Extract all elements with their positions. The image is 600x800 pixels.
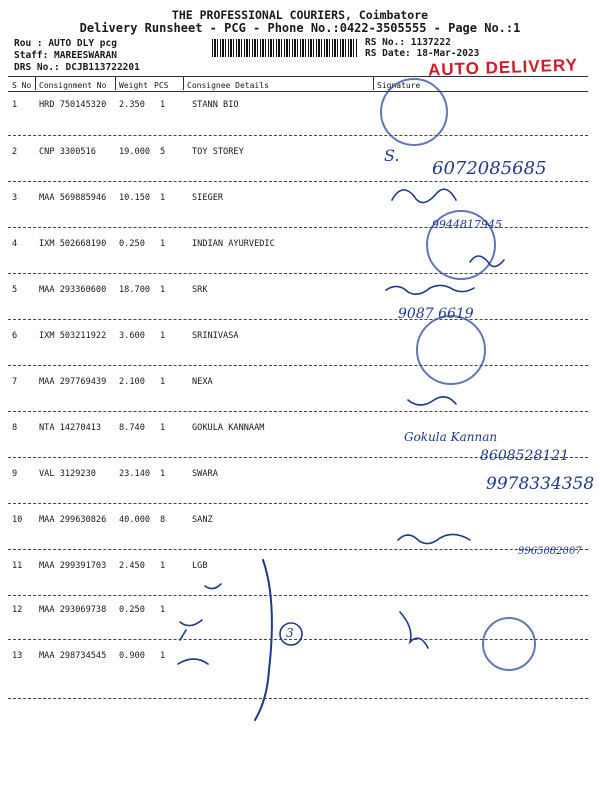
auto-delivery-stamp: AUTO DELIVERY	[427, 55, 579, 80]
row-pcs: 5	[160, 147, 166, 157]
row-consignee: TOY STOREY	[192, 147, 244, 157]
handwritten-phone: 8608528121	[480, 448, 570, 464]
row-weight: 19.000	[119, 147, 151, 157]
row-pcs: 1	[160, 377, 166, 387]
row-weight: 0.250	[119, 239, 145, 249]
document-subtitle: Delivery Runsheet - PCG - Phone No.:0422-3505555 - Page No.:1	[79, 21, 521, 35]
row-sno: 8	[12, 423, 18, 433]
row-sno: 11	[12, 561, 23, 571]
row-weight: 10.150	[119, 193, 151, 203]
signature-stroke	[398, 534, 470, 543]
row-weight: 40.000	[119, 515, 151, 525]
row-pcs: 8	[160, 515, 166, 525]
row-weight: 3.600	[119, 331, 145, 341]
row-pcs: 1	[160, 423, 166, 433]
staff-label: Staff: MAREESWARAN	[14, 50, 117, 61]
row-consignment: VAL 3129230	[39, 469, 96, 479]
row-pcs: 1	[160, 239, 166, 249]
row-sno: 6	[12, 331, 18, 341]
row-sno: 12	[12, 605, 23, 615]
col-pcs: PCS	[154, 81, 169, 90]
row-consignee: SWARA	[192, 469, 218, 479]
row-weight: 23.140	[119, 469, 151, 479]
row-weight: 0.900	[119, 651, 145, 661]
rs-number: RS No.: 1137222	[365, 37, 451, 48]
col-consignee: Consignee Details	[187, 81, 269, 90]
row-consignment: MAA 293069738	[39, 605, 107, 615]
row-consignment: NTA 14270413	[39, 423, 102, 433]
route-label: Rou : AUTO DLY pcg	[14, 38, 117, 49]
document-title: THE PROFESSIONAL COURIERS, Coimbatore	[171, 8, 429, 22]
signature-stroke	[470, 256, 504, 267]
drs-number: DRS No.: DCJB113722201	[14, 62, 140, 73]
signature-stroke	[386, 285, 474, 294]
row-consignment: MAA 298734545	[39, 651, 107, 661]
handwritten-phone: 6072085685	[432, 158, 547, 179]
signature-stroke	[180, 620, 202, 640]
row-pcs: 1	[160, 100, 166, 110]
row-consignment: IXM 502668190	[39, 239, 107, 249]
row-consignment: MAA 297769439	[39, 377, 107, 387]
handwritten-phone: 9965082007	[518, 546, 582, 557]
row-pcs: 1	[160, 193, 166, 203]
row-sno: 3	[12, 193, 18, 203]
signature-stroke	[255, 560, 272, 720]
row-pcs: 1	[160, 651, 166, 661]
row-pcs: 1	[160, 331, 166, 341]
signature-stroke	[392, 189, 456, 202]
row-consignee: NEXA	[192, 377, 213, 387]
col-signature: Signature	[377, 81, 421, 90]
rs-date: RS Date: 18-Mar-2023	[365, 48, 480, 59]
row-consignment: HRD 750145320	[39, 100, 107, 110]
row-consignee: INDIAN AYURVEDIC	[192, 239, 275, 249]
row-weight: 2.350	[119, 100, 145, 110]
row-weight: 2.100	[119, 377, 145, 387]
col-sno: S No	[12, 81, 32, 90]
row-sno: 4	[12, 239, 18, 249]
row-pcs: 1	[160, 561, 166, 571]
handwritten-phone: 9944817945	[432, 218, 502, 231]
row-consignee: SIEGER	[192, 193, 224, 203]
handwritten-circled-number: 3	[286, 626, 294, 640]
handwritten-phone: 9087 6619	[398, 306, 474, 322]
row-consignment: MAA 569885946	[39, 193, 107, 203]
row-consignee: SRK	[192, 285, 208, 295]
row-pcs: 1	[160, 285, 166, 295]
row-consignee: SANZ	[192, 515, 213, 525]
handwritten-phone: 9978334358	[486, 474, 595, 494]
handwritten-note: S.	[384, 146, 400, 165]
handwritten-name: Gokula Kannan	[404, 430, 498, 444]
row-sno: 10	[12, 515, 23, 525]
row-sno: 1	[12, 100, 18, 110]
row-sno: 5	[12, 285, 18, 295]
row-pcs: 1	[160, 605, 166, 615]
row-consignment: MAA 299630826	[39, 515, 107, 525]
row-weight: 18.700	[119, 285, 151, 295]
col-weight: Weight	[119, 81, 148, 90]
signature-stroke	[408, 397, 456, 405]
row-consignment: IXM 503211922	[39, 331, 107, 341]
row-consignee: STANN BIO	[192, 100, 239, 110]
row-consignment: MAA 299391703	[39, 561, 107, 571]
row-consignee: SRINIVASA	[192, 331, 239, 341]
row-weight: 8.740	[119, 423, 145, 433]
col-consignment: Consignment No	[39, 81, 107, 90]
row-weight: 0.250	[119, 605, 145, 615]
row-sno: 7	[12, 377, 18, 387]
row-pcs: 1	[160, 469, 166, 479]
row-consignee: GOKULA KANNAAM	[192, 423, 265, 433]
row-weight: 2.450	[119, 561, 145, 571]
row-sno: 9	[12, 469, 18, 479]
signature-stroke	[178, 659, 208, 664]
signature-stroke	[400, 612, 428, 648]
row-consignee: LGB	[192, 561, 208, 571]
row-sno: 2	[12, 147, 18, 157]
row-consignment: MAA 293360600	[39, 285, 107, 295]
row-sno: 13	[12, 651, 23, 661]
signature-stroke	[205, 584, 221, 589]
row-consignment: CNP 3300516	[39, 147, 96, 157]
